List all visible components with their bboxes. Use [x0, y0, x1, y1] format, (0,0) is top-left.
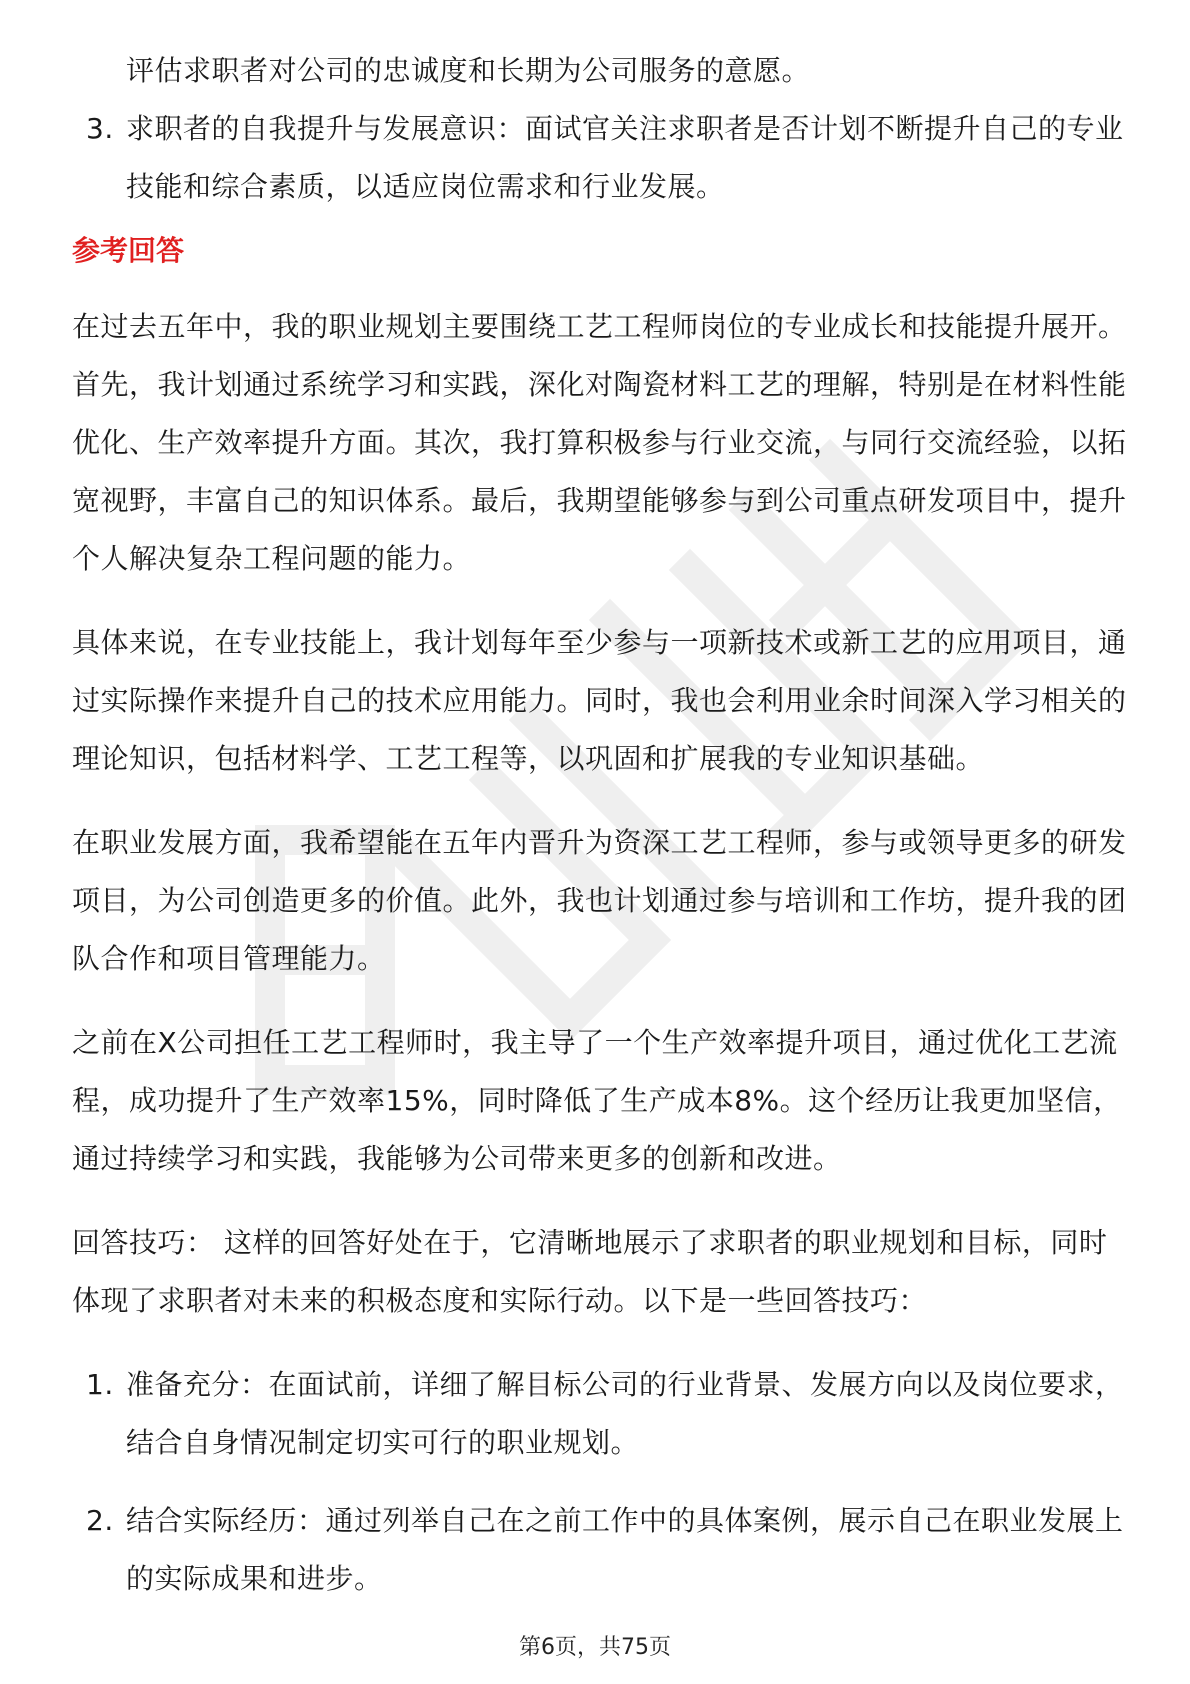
page-footer: 第6页，共75页 — [519, 1635, 671, 1660]
list-item-continuation: 评估求职者对公司的忠诚度和长期为公司服务的意愿。 — [126, 54, 811, 87]
list-number: 3. — [86, 112, 114, 145]
list-number: 1. — [86, 1368, 114, 1401]
tip-item-2 — [72, 1492, 1132, 1608]
paragraph-1: 在过去五年中，我的职业规划主要围绕工艺工程师岗位的专业成长和技能提升展开。首先，我计划通过系统学习和实践，深化对陶瓷材料工艺的理解，特别是在材料性能优化、生产效率提升方面。其次，我打算积极参与行业交流，与同行交流经验，以拓宽视野，丰富自己的知识体系。最后，我期望能够参与到公司重点研发项目中，提升个人解决复杂工程问题的能力。 — [72, 310, 1127, 575]
paragraph-tips-intro: 回答技巧： 这样的回答好处在于，它清晰地展示了求职者的职业规划和目标，同时体现了求职者对未来的积极态度和实际行动。以下是一些回答技巧： — [72, 1226, 1108, 1317]
list-item-text: 准备充分：在面试前，详细了解目标公司的行业背景、发展方向以及岗位要求，结合自身情况制定切实可行的职业规划。 — [126, 1368, 1124, 1459]
tip-item-1 — [72, 1356, 1132, 1472]
document-content — [72, 42, 1132, 1608]
paragraph-4: 之前在X公司担任工艺工程师时，我主导了一个生产效率提升项目，通过优化工艺流程，成功提升了生产效率15%，同时降低了生产成本8%。这个经历让我更加坚信，通过持续学习和实践，我能够为公司带来更多的创新和改进。 — [72, 1026, 1122, 1175]
list-number: 2. — [86, 1504, 114, 1537]
list-item-text: 结合实际经历：通过列举自己在之前工作中的具体案例，展示自己在职业发展上的实际成果和进步。 — [126, 1504, 1124, 1595]
section-heading: 参考回答 — [72, 234, 185, 267]
paragraph-3: 在职业发展方面，我希望能在五年内晋升为资深工艺工程师，参与或领导更多的研发项目，为公司创造更多的价值。此外，我也计划通过参与培训和工作坊，提升我的团队合作和项目管理能力。 — [72, 826, 1127, 975]
paragraph-2: 具体来说，在专业技能上，我计划每年至少参与一项新技术或新工艺的应用项目，通过实际操作来提升自己的技术应用能力。同时，我也会利用业余时间深入学习相关的理论知识，包括材料学、工艺工程等，以巩固和扩展我的专业知识基础。 — [72, 626, 1127, 775]
list-item-3 — [72, 100, 1132, 216]
list-item-text: 求职者的自我提升与发展意识：面试官关注求职者是否计划不断提升自己的专业技能和综合素质，以适应岗位需求和行业发展。 — [126, 112, 1124, 203]
